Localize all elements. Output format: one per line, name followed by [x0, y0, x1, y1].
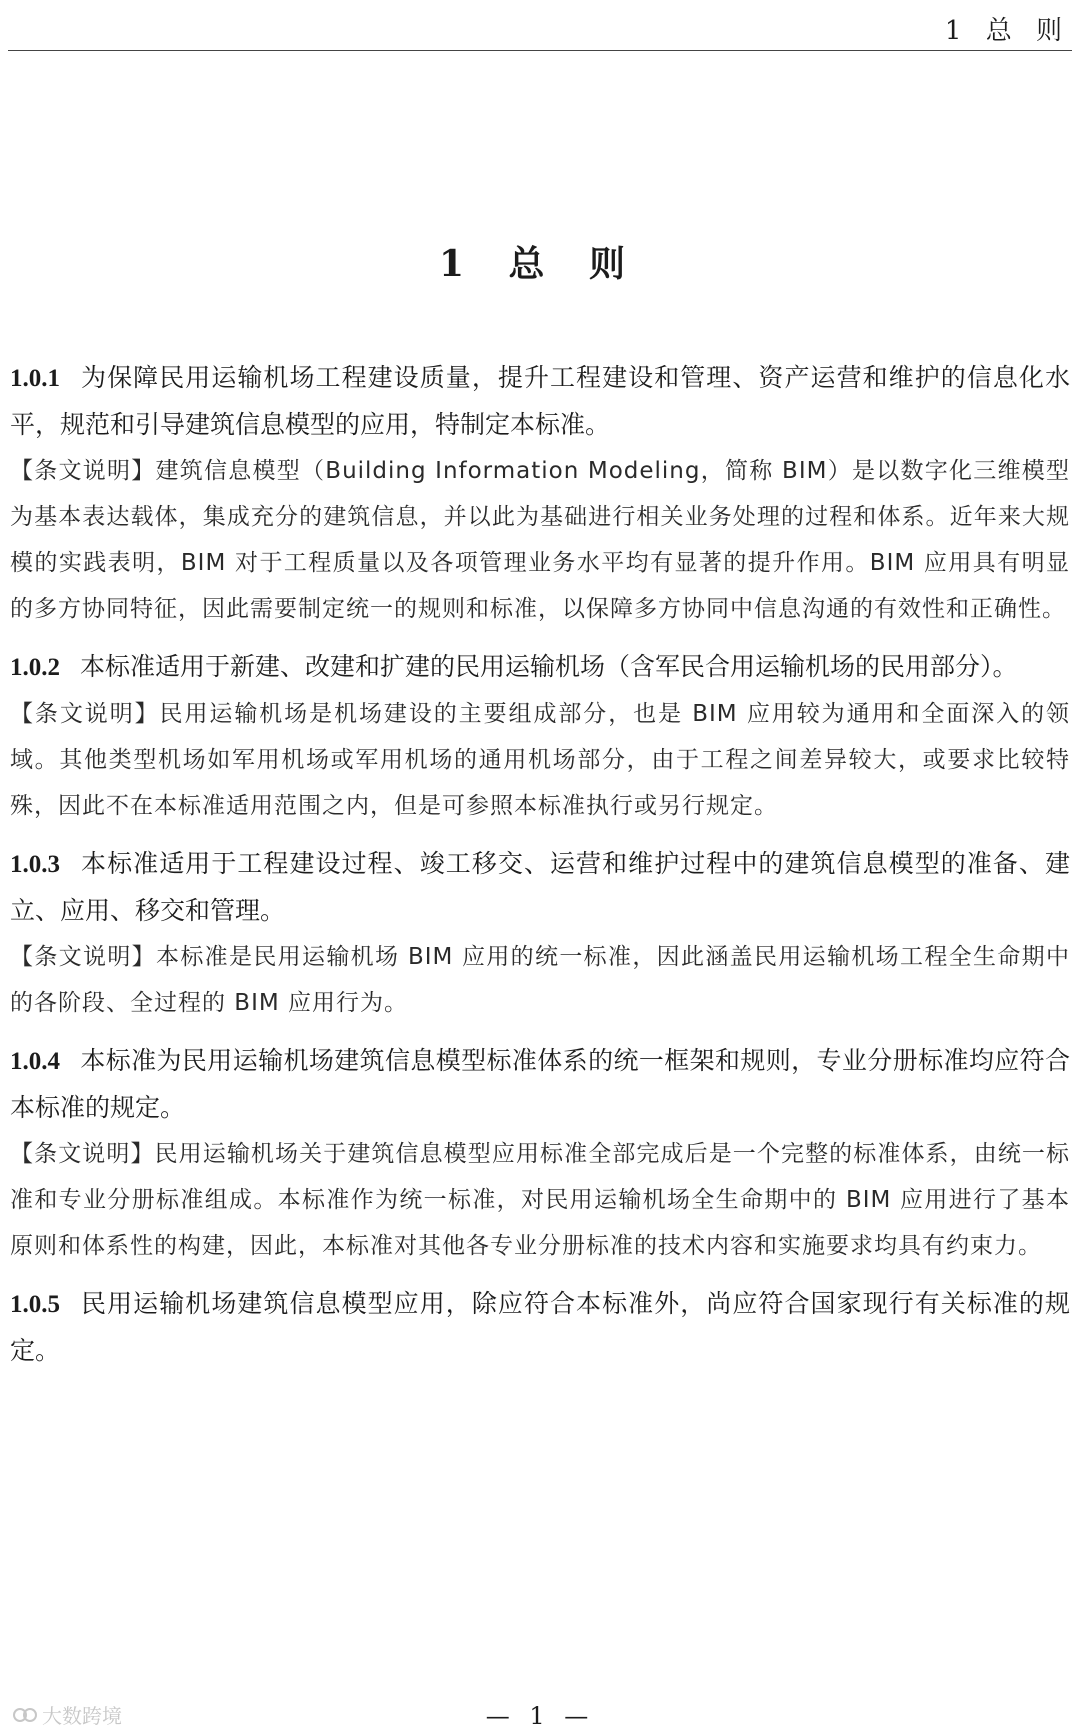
clause-text: 本标准为民用运输机场建筑信息模型标准体系的统一框架和规则，专业分册标准均应符合本标准的规定。 [10, 1046, 1070, 1122]
chapter-title: 1 总 则 [438, 243, 642, 286]
clause-text: 民用运输机场建筑信息模型应用，除应符合本标准外，尚应符合国家现行有关标准的规定。 [10, 1289, 1070, 1365]
clause-text: 本标准适用于工程建设过程、竣工移交、运营和维护过程中的建筑信息模型的准备、建立、应用、移交和管理。 [10, 849, 1070, 925]
clause-number: 1.0.4 [10, 1048, 60, 1075]
clause-number: 1.0.5 [10, 1291, 60, 1318]
clause-note-1-0-3: 【条文说明】本标准是民用运输机场 BIM 应用的统一标准，因此涵盖民用运输机场工程全生命期中的各阶段、全过程的 BIM 应用行为。 [10, 944, 1070, 1016]
watermark-text: 大数跨境 [42, 1704, 122, 1728]
clause-note-1-0-4: 【条文说明】民用运输机场关于建筑信息模型应用标准全部完成后是一个完整的标准体系，由统一标准和专业分册标准组成。本标准作为统一标准，对民用运输机场全生命期中的 BIM 应用进行了基本原则和体系性的构建，因此，本标准对其他各专业分册标准的技术内容和实施要求均具有约束力。 [10, 1141, 1070, 1259]
clause-text: 本标准适用于新建、改建和扩建的民用运输机场（含军民合用运输机场的民用部分）。 [80, 652, 1018, 681]
clause-1-0-2 [10, 644, 1070, 691]
clause-1-0-1 [10, 355, 1070, 448]
clause-number: 1.0.3 [10, 851, 60, 878]
clause-text: 为保障民用运输机场工程建设质量，提升工程建设和管理、资产运营和维护的信息化水平，规范和引导建筑信息模型的应用，特制定本标准。 [10, 363, 1070, 439]
clause-number: 1.0.2 [10, 654, 60, 681]
clause-list [10, 355, 1070, 1374]
clause-1-0-4 [10, 1038, 1070, 1131]
header-divider [8, 50, 1072, 51]
page-number: — 1 — [485, 1702, 595, 1730]
clause-1-0-3 [10, 841, 1070, 934]
clause-note-1-0-2: 【条文说明】民用运输机场是机场建设的主要组成部分，也是 BIM 应用较为通用和全面深入的领域。其他类型机场如军用机场或军用机场的通用机场部分，由于工程之间差异较大，或要求比较特殊，因此不在本标准适用范围之内，但是可参照本标准执行或另行规定。 [10, 701, 1070, 819]
clause-note-1-0-1: 【条文说明】建筑信息模型（Building Information Modeling，简称 BIM）是以数字化三维模型为基本表达载体，集成充分的建筑信息，并以此为基础进行相关业务处理的过程和体系。近年来大规模的实践表明，BIM 对于工程质量以及各项管理业务水平均有显著的提升作用。BIM 应用具有明显的多方协同特征，因此需要制定统一的规则和标准，以保障多方协同中信息沟通的有效性和正确性。 [10, 458, 1070, 622]
clause-number: 1.0.1 [10, 365, 60, 392]
running-header: 1 总 则 [944, 16, 1070, 46]
clause-1-0-5 [10, 1281, 1070, 1374]
